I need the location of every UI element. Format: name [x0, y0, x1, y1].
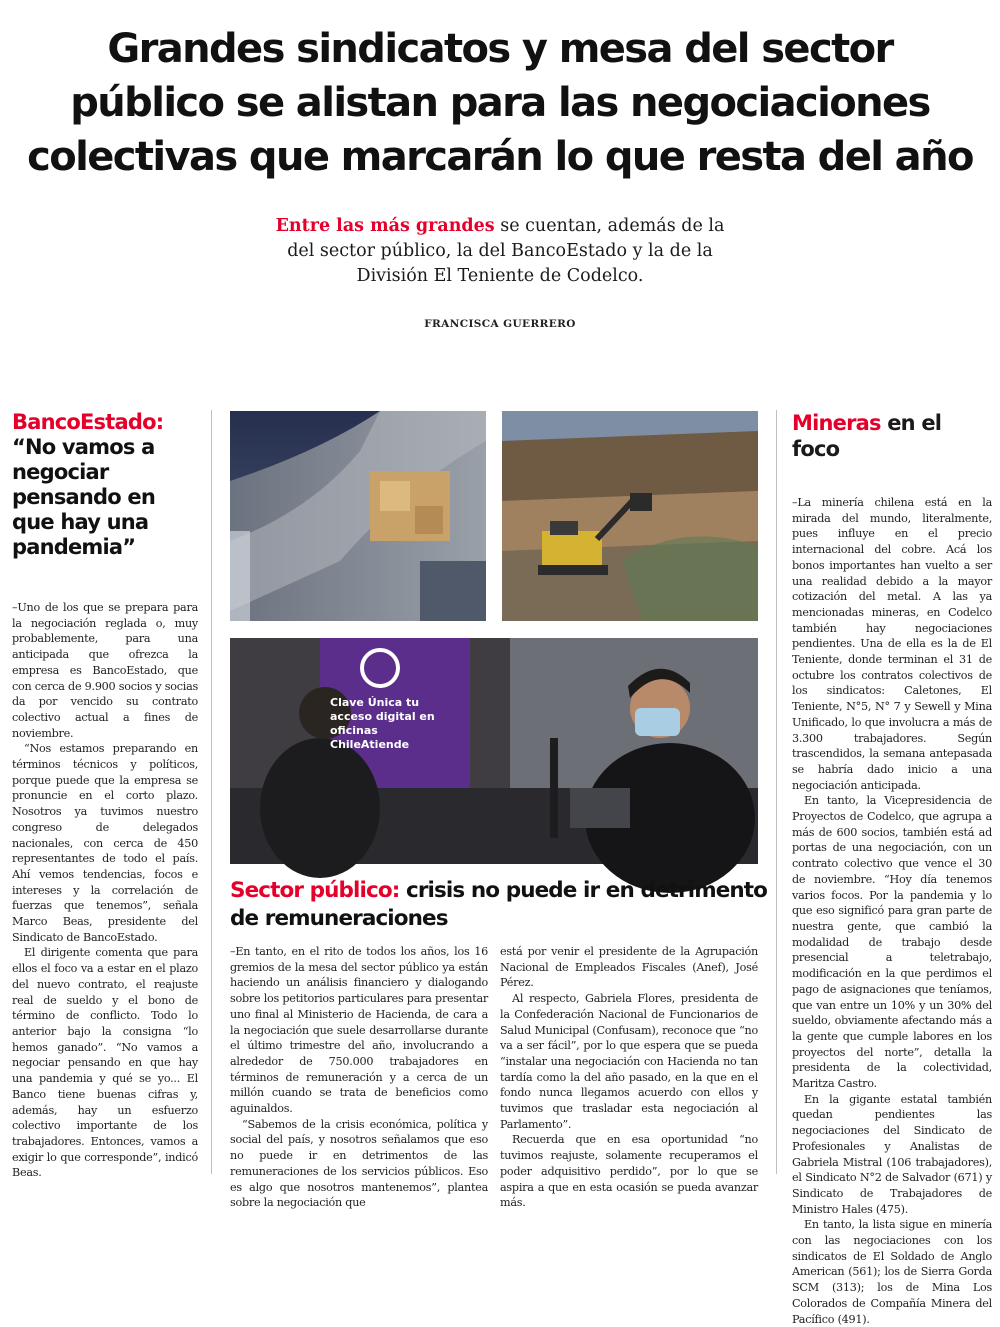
deck-text: se cuentan, además de la del sector público, la del BancoEstado y la de la División El Teniente de Codelco.	[287, 216, 725, 286]
mineras-title: en el foco	[792, 411, 942, 461]
mineras-heading	[792, 410, 992, 462]
paragraph: –Uno de los que se prepara para la negociación reglada o, muy probablemente, para una anticipada que ofrezca la empresa es BancoEstado, que con cerca de 9.900 socios y socias da por vencido su contrato colectivo actual a fines de noviembre.	[12, 601, 198, 740]
headline-line-3: colectivas que marcarán lo que resta del año	[27, 134, 973, 180]
article-deck	[270, 214, 730, 289]
headline-line-1: Grandes sindicatos y mesa del sector	[107, 26, 893, 72]
sector-publico-heading	[230, 877, 770, 933]
paragraph: En tanto, la lista sigue en minería con las negociaciones con los sindicatos de El Soldado de Anglo American (561); los de Sierra Gorda SCM (313); los de Mina Los Colorados de Compañía Minera del Pacífico (491).	[792, 1218, 992, 1326]
deck-highlight: Entre las más grandes	[275, 216, 495, 236]
paragraph: “Nos estamos preparando en términos técnicos y políticos, porque puede que la empresa se pronuncie en el corto plazo. Nosotros ya tuvimos nuestro congreso de delegados nacionales, con cerca de 450 representantes de todo el país. Ahí vemos tendencias, focos e intereses y la correlación de fuerzas que tenemos”, señala Marco Beas, presidente del Sindicato de BancoEstado.	[12, 742, 198, 944]
mineras-kicker: Mineras	[792, 411, 881, 435]
bancoestado-heading	[12, 410, 198, 560]
bancoestado-building-photo	[230, 411, 486, 621]
bancoestado-title: “No vamos a negociar pensando en que hay una pandemia”	[12, 435, 156, 559]
sector-publico-kicker: Sector público:	[230, 878, 400, 903]
paragraph: –En tanto, en el rito de todos los años, los 16 gremios de la mesa del sector público ya están haciendo un análisis financiero y dialogando sobre los petitorios particulares para presentar uno final al Ministerio de Hacienda, de cara a la negociación que suele desarrollarse durante el último trimestre del año, involucrando a alrededor de 750.000 trabajadores en términos de remuneración y a cerca de un millón cuando se trata de beneficios como aguinaldos.	[230, 945, 488, 1116]
mineras-sidebar	[792, 410, 992, 1327]
paragraph: Al respecto, Gabriela Flores, presidenta de la Confederación Nacional de Funcionarios de Salud Municipal (Confusam), reconoce que “no va a ser fácil”, por lo que espera que se pueda “instalar una negociación con Hacienda no tan tardía como la del año pasado, en la que en el fondo nunca llegamos acuerdo con ellos y tuvimos que trasladar esta negociación al Parlamento”.	[500, 992, 758, 1131]
column-divider-right	[776, 410, 777, 1174]
paragraph: El dirigente comenta que para ellos el foco va a estar en el plazo del nuevo contrato, el reajuste real de sueldo y el bono de término de conflicto. Todo lo anterior bajo la consigna “lo hemos ganado”. “No vamos a negociar pensando en que hay una pandemia y qué se yo... El Banco tiene buenas cifras y, además, hay un esfuerzo colectivo importante de los trabajadores. Entonces, vamos a exigir lo que corresponde”, indicó Beas.	[12, 946, 198, 1180]
paragraph: está por venir el presidente de la Agrupación Nacional de Empleados Fiscales (Anef), José Pérez.	[500, 945, 758, 990]
bancoestado-kicker: BancoEstado:	[12, 410, 164, 434]
sector-publico-col-2	[500, 944, 758, 1211]
paragraph: En tanto, la Vicepresidencia de Proyectos de Codelco, que agrupa a más de 600 socios, también está ad portas de una negociación, con un contrato colectivo que vence el 30 de noviembre. “Hoy día tenemos varios focos. Por la pandemia y lo que eso significó para gran parte de nuestra gente, que cambió la modalidad de trabajo desde presencial a teletrabajo, modificación en la que perdimos el pago de asignaciones que teníamos, que van entre un 10% y un 30% del sueldo, obviamente afectando más a la gente que cumple labores en los proyectos del norte”, detalla la presidenta de la colectividad, Maritza Castro.	[792, 794, 992, 1091]
paragraph: En la gigante estatal también quedan pendientes las negociaciones del Sindicato de Profesionales y Analistas de Gabriela Mistral (106 trabajadores), el Sindicato N°2 de Salvador (671) y Sindicato de Trabajadores de Ministro Hales (475).	[792, 1092, 992, 1216]
mining-excavator-photo	[502, 411, 758, 621]
public-office-photo	[230, 638, 758, 864]
sector-publico-title: crisis no puede ir en detrimento de remuneraciones	[230, 878, 768, 931]
office-sign-text: Clave Única tu acceso digital en oficinas ChileAtiende	[330, 696, 435, 751]
bancoestado-sidebar	[12, 410, 198, 1181]
headline-line-2: público se alistan para las negociaciones	[70, 80, 930, 126]
paragraph: “Sabemos de la crisis económica, política y social del país, y nosotros señalamos que eso no puede ir en detrimentos de las remuneraciones de los servicios públicos. Eso es algo que nosotros mantenemos”, plantea sobre la negociación que	[230, 1117, 488, 1210]
byline: FRANCISCA GUERRERO	[424, 318, 576, 330]
mineras-body	[792, 495, 992, 1327]
column-divider-left	[211, 410, 212, 1174]
article-headline	[0, 22, 1000, 184]
bancoestado-body	[12, 600, 198, 1181]
paragraph: –La minería chilena está en la mirada del mundo, literalmente, pues influye en el precio internacional del cobre. Acá los bonos importantes han vuelto a ser una realidad debido a la mayor cotización del metal. A las ya mencionadas mineras, en Codelco también hay negociaciones pendientes. Una de ella es la de El Teniente, donde terminan el 31 de octubre los contratos colectivos de los sindicatos: Caletones, El Teniente, N°5, N° 7 y Sewell y Mina Unificado, lo que involucra a más de 3.300 trabajadores. Según trascendidos, la semana antepasada se habría dado inicio a una negociación anticipada.	[792, 496, 992, 792]
sector-publico-col-1	[230, 944, 488, 1211]
paragraph: Recuerda que en esa oportunidad “no tuvimos reajuste, solamente recuperamos el poder adquisitivo perdido”, por lo que se aspira a que en esta ocasión se pueda avanzar más.	[500, 1133, 758, 1210]
